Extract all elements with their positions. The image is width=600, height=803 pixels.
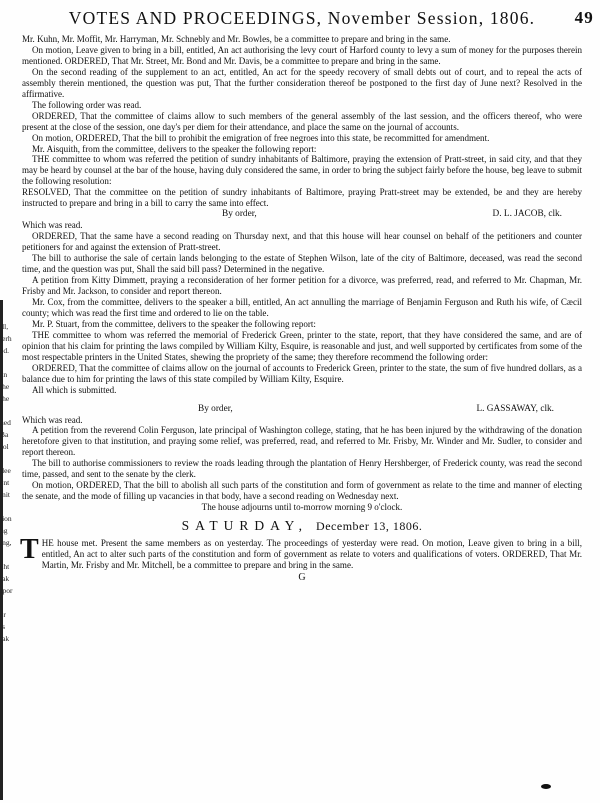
committee-report: THE committee to whom was referred the petition of sundry inhabitants of Baltimore, praying the extension of Pratt-street, in said city, and that they may be heard by counsel at the bar of the house, having duly considered the same, in order to bring the subject fairly before the house, beg leave to submit the following resolution:: [22, 154, 582, 187]
ink-blot: [541, 784, 551, 789]
page-content: [20, 2, 594, 584]
margin-fragment: ill,: [0, 322, 9, 331]
paragraph: A petition from the reverend Colin Ferguson, late principal of Washington college, stating, that he has been injured by the withdrawing of the donation heretofore given to that institution, and praying some relief, was preferred, read, and referred to Mr. Frisby, Mr. Winder and Mr. Sudler, to consider and report thereon.: [22, 425, 582, 458]
clerk-signature: L. GASSAWAY, clk.: [476, 403, 554, 414]
margin-fragment: ed.: [0, 346, 9, 355]
paragraph: Which was read.: [22, 414, 83, 425]
margin-fragment: mit: [0, 490, 11, 499]
margin-fragment: lerh: [0, 334, 12, 343]
paragraph: Mr. P. Stuart, from the committee, delivers to the speaker the following report:: [32, 318, 316, 329]
margin-fragment: is: [0, 622, 6, 631]
signature-mark: G: [298, 571, 306, 583]
paragraph: The following order was read.: [32, 99, 142, 110]
opening-paragraph: [20, 534, 582, 571]
paragraph: On motion, ORDERED, That the bill to abolish all such parts of the constitution and form of government as relate to the time and manner of electing the senate, and the mode of filling up vacancies in that body, have a second reading on Wednesday next.: [22, 480, 582, 502]
paragraph: On motion, Leave given to bring in a bill, entitled, An act authorising the levy court of Harford county to levy a sum of money for the purposes therein mentioned. ORDERED, That Mr. Street, Mr. Bond and Mr. Davis, be a committee to prepare and bring in the same.: [22, 44, 582, 66]
paragraph: The bill to authorise the sale of certain lands belonging to the estate of Stephen Wilson, late of the city of Baltimore, deceased, was read the second time, and the question was put, Shall the said bill pass? Determined in the negative.: [22, 253, 582, 275]
resolution: RESOLVED, That the committee on the petition of sundry inhabitants of Baltimore, praying Pratt-street may be extended, be and they are hereby instructed to prepare and bring in a bill to carry the same into effect.: [22, 187, 582, 209]
margin-fragment: ing,: [0, 538, 12, 547]
paragraph: Mr. Cox, from the committee, delivers to the speaker a bill, entitled, An act annulling the marriage of Benjamin Ferguson and Ruth his wife, of Cæcil county; which was read the first time and ordered to lie on the table.: [22, 296, 582, 318]
paragraph: The bill to authorise commissioners to review the roads leading through the plantation of Henry Hershberger, of Frederick county, was read the second time, passed, and sent to the senate by the clerk.: [22, 458, 582, 480]
paragraph: ORDERED, That the committee of claims allow to such members of the general assembly of the last session, and the officers thereof, who were present at the close of the session, one day's per diem for their attendance, and place the same on the journal of accounts.: [22, 110, 582, 132]
margin-fragment: tak: [0, 574, 10, 583]
opening-text: HE house met. Present the same members as on yesterday. The proceedings of yesterday were read. On motion, Leave given to bring in a bill, entitled, An act to alter such parts of the constitution and form of government as relate to voters and qualifications of voters. ORDERED, That Mr. Martin, Mr. Frisby and Mr. Mitchell, be a committee to prepare and bring in the same.: [41, 538, 582, 570]
paragraph: Mr. Kuhn, Mr. Moffit, Mr. Harryman, Mr. Schnebly and Mr. Bowles, be a committee to prepare and bring in the same.: [22, 34, 451, 44]
margin-fragment: the: [0, 382, 10, 391]
margin-fragment: the: [0, 394, 10, 403]
page-header: [22, 2, 594, 34]
margin-fragment: er: [0, 610, 6, 619]
margin-fragment: Ba: [0, 430, 9, 439]
paragraph: Mr. Aisquith, from the committee, delivers to the speaker the following report:: [32, 143, 317, 154]
day-name: SATURDAY,: [181, 518, 309, 534]
margin-fragment: tlee: [0, 466, 11, 475]
journal-text: [22, 34, 582, 584]
paragraph: All which is submitted.: [32, 384, 117, 395]
margin-fragment: cht: [0, 562, 10, 571]
paragraph: On motion, ORDERED, That the bill to prohibit the emigration of free negroes into this state, be recommitted for amendment.: [32, 132, 490, 143]
drop-cap: T: [20, 534, 39, 566]
day-date: December 13, 1806.: [316, 519, 423, 534]
clerk-signature: D. L. JACOB, clk.: [492, 209, 562, 220]
paragraph: On the second reading of the supplement to an act, entitled, An act for the speedy recovery of small debts out of court, and to repeal the acts of assembly therein mentioned, the question was put, That the further consideration thereof be postponed to the first day of June next? Resolved in the affirmative.: [22, 66, 582, 99]
margin-fragment: Jol: [0, 442, 9, 451]
paragraph: A petition from Kitty Dimmett, praying a reconsideration of her former petition for a divorce, was preferred, read, and referred to Mr. Chapman, Mr. Frisby and Mr. Jackson, to consider and report thereon.: [22, 275, 582, 296]
margin-fragment: ng: [0, 526, 8, 535]
signature-line: [22, 209, 582, 220]
order-paragraph: ORDERED, That the committee of claims allow on the journal of accounts to Frederick Green, printer to the state, the sum of five hundred dollars, as a balance due to him for printing the laws of this state compiled by William Kilty, Esquire.: [22, 362, 582, 384]
margin-fragment: rpor: [0, 586, 13, 595]
by-order-label: By order,: [198, 403, 233, 414]
adjournment-line: The house adjourns until to-morrow morning 9 o'clock.: [201, 502, 403, 513]
by-order-label: By order,: [222, 209, 257, 220]
paragraph: ORDERED, That the same have a second reading on Thursday next, and that this house will hear counsel on behalf of the petitioners and counter petitioners for and against the extension of Pratt-street.: [22, 231, 582, 253]
day-heading: [22, 518, 582, 534]
margin-fragment: an: [0, 370, 8, 379]
margin-fragment: ent: [0, 478, 10, 487]
page-number: 49: [574, 8, 594, 27]
margin-fragment: tak: [0, 634, 10, 643]
signature-line: [22, 404, 582, 415]
margin-fragment: tion: [0, 514, 12, 523]
paragraph: Which was read.: [22, 220, 83, 231]
committee-report: THE committee to whom was referred the memorial of Frederick Green, printer to the state, report, that they have considered the same, and are of opinion that his claim for printing the laws compiled by William Kilty, Esquire, is reasonable and just, and well supported by certificates from some of the most respectable printers in the United States, shewing the propriety of the same; they therefore recommend the following order:: [22, 329, 582, 362]
running-title: VOTES AND PROCEEDINGS, November Session, 1806.: [68, 8, 536, 28]
margin-fragment: ned: [0, 418, 11, 427]
